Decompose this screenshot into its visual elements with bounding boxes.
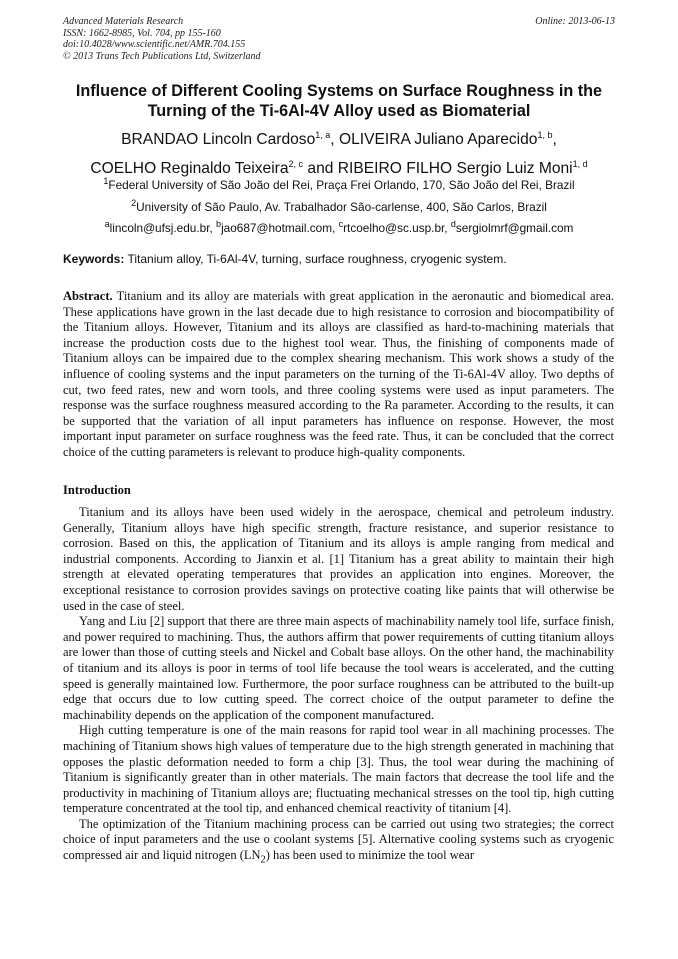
email-list: $^a$lincoln@ufsj.edu.br, $^b$jao687@hotmail.com, $^c$rtcoelho@sc.usp.br, $^d$sergiolmrf@gmail.com	[104, 219, 574, 235]
affiliation-2	[40, 196, 638, 214]
journal-name: Advanced Materials Research	[63, 16, 184, 27]
email-b-sup: b	[216, 219, 222, 229]
ln2-subscript: 2	[260, 854, 266, 866]
email-b[interactable]: jao687@hotmail.com	[221, 220, 333, 235]
introduction-heading: Introduction	[63, 483, 131, 497]
copyright-line: © 2013 Trans Tech Publications Ltd, Switzerland	[63, 50, 261, 62]
keywords-text: Titanium alloy, Ti-6Al-4V, turning, surface roughness, cryogenic system.	[127, 252, 507, 266]
abstract	[63, 289, 614, 461]
keywords-label: Keywords:	[63, 252, 125, 266]
email-c[interactable]: rtcoelho@sc.usp.br	[343, 220, 445, 235]
online-date: Online: 2013-06-13	[535, 16, 615, 27]
doi-line: doi:10.4028/www.scientific.net/AMR.704.155	[63, 39, 246, 50]
intro-paragraph-4-b: ) has been used to minimize the tool wear	[265, 848, 475, 863]
author-1-sup: 1, a	[315, 130, 331, 140]
email-d-sup: d	[450, 219, 456, 229]
introduction-body	[63, 505, 614, 868]
abstract-label: Abstract.	[63, 289, 113, 303]
email-a[interactable]: lincoln@ufsj.edu.br	[109, 220, 210, 235]
email-a-sup: a	[104, 219, 110, 229]
email-c-sup: c	[338, 219, 344, 229]
author-2: OLIVEIRA Juliano Aparecido	[338, 131, 538, 149]
author-4: RIBEIRO FILHO Sergio Luiz Moni	[337, 160, 573, 178]
abstract-text: Titanium and its alloy are materials with great application in the aeronautic and biomedical area. These applications have grown in the last decade due to high resistance to corrosion and biocompatibility of the Titanium alloys. However, Titanium and its alloys are classified as hard-to-machining materials that increase the production costs due to the highest tool wear. Thus, the finishing of components made of Titanium alloys can be impaired due to the complex shearing mechanism. This work shows a study of the influence of cooling systems and the input parameters on the turning of the Ti-6Al-4V alloy. Two depths of cut, two feed rates, new and worn tools, and three cooling systems were used as input parameters. The response was the surface roughness measured according to the Ra parameter. According to the results, it can be supported that the variation of all input parameters has influence on response. However, the most important input parameter on surface roughness was the feed rate. Thus, it can be concluded that the correct choice of the cutting parameters is relevant to produce high-quality components.	[63, 289, 614, 459]
intro-paragraph-4	[63, 817, 614, 868]
intro-paragraph-2: Yang and Liu [2] support that there are three main aspects of machinability namely tool life, surface finish, and power required to machining. Thus, the authors affirm that power requirements of cutting titanium alloys are lower than those of cutting steels and Nickel and Cobalt base alloys. On the other hand, the machinability of titanium and its alloys is poor in terms of tool life because the tool wears is accelerated, and the cutting speed is generally maintained low. Furthermore, the poor surface roughness can be attributed to the built-up edge that occurs due to low cutting speed. The correct choice of the output parameter to define the machinability depends on the application of the component manufactured.	[63, 614, 614, 722]
author-connector: and	[307, 160, 334, 178]
email-d[interactable]: sergiolmrf@gmail.com	[455, 220, 574, 235]
author-3: COELHO Reginaldo Teixeira	[90, 160, 289, 178]
author-4-sup: 1, d	[572, 159, 588, 170]
keywords	[63, 251, 615, 267]
paper-title: Influence of Different Cooling Systems on Surface Roughness in the Turning of the Ti-6Al-4V Alloy used as Biomaterial	[75, 82, 603, 120]
intro-paragraph-3: High cutting temperature is one of the main reasons for rapid tool wear in all machining processes. The machining of Titanium shows high values of temperature due to the high strength generated in machining that opposes the plastic deformation needed to form a chip [3]. Thus, the tool wear during the machining of Titanium is significantly greater than in other materials. The main factors that decrease the tool life and the productivity in machining of Titanium alloys are; fluctuating mechanical stresses on the tool tip, high cutting temperature concentrated at the tool tip, and enhanced chemical reactivity of titanium [4].	[63, 723, 614, 816]
issn-line: ISSN: 1662-8985, Vol. 704, pp 155-160	[63, 27, 221, 39]
intro-paragraph-4-a: The optimization of the Titanium machining process can be carried out using two strategies; the correct choice of input parameters and the use o coolant systems [5]. Alternative cooling systems such as cryogenic compressed air and liquid nitrogen (LN	[63, 816, 614, 863]
affiliation-1	[40, 174, 638, 192]
affiliation-2-sup: 2	[131, 198, 137, 208]
intro-paragraph-1: Titanium and its alloys have been used widely in the aerospace, chemical and petroleum industry. Generally, Titanium alloys have high specific strength, fracture resistance, and superior resistance to corrosion. Based on this, the application of Titanium and its alloys is ample ranging from medical and industrial components. According to Jianxin et al. [1] Titanium has a great ability to maintain their high strength at elevated operating temperatures that provides an application into engines. Moreover, the exceptional resistance to corrosion provides savings on protective coating like paints that will otherwise be used in the case of steel.	[63, 505, 614, 613]
author-1: BRANDAO Lincoln Cardoso	[121, 131, 316, 149]
affiliation-1-sup: 1	[103, 176, 109, 186]
author-2-sup: 1, b	[537, 130, 553, 140]
author-list: BRANDAO Lincoln Cardoso$^{1, a}$, OLIVEIRA Juliano Aparecido$^{1, b}$, COELHO Reginaldo Teixeira$^{2, c}$ and RIBEIRO FILHO Sergio Luiz Moni$^{1, d}$	[90, 130, 588, 178]
author-3-sup: 2, c	[288, 159, 304, 170]
affiliation-2-text: University of São Paulo, Av. Trabalhador São-carlense, 400, São Carlos, Brazil	[136, 199, 547, 214]
affiliation-1-text: Federal University of São João del Rei, Praça Frei Orlando, 170, São João del Rei, Brazil	[108, 177, 575, 192]
publication-header	[63, 16, 615, 62]
